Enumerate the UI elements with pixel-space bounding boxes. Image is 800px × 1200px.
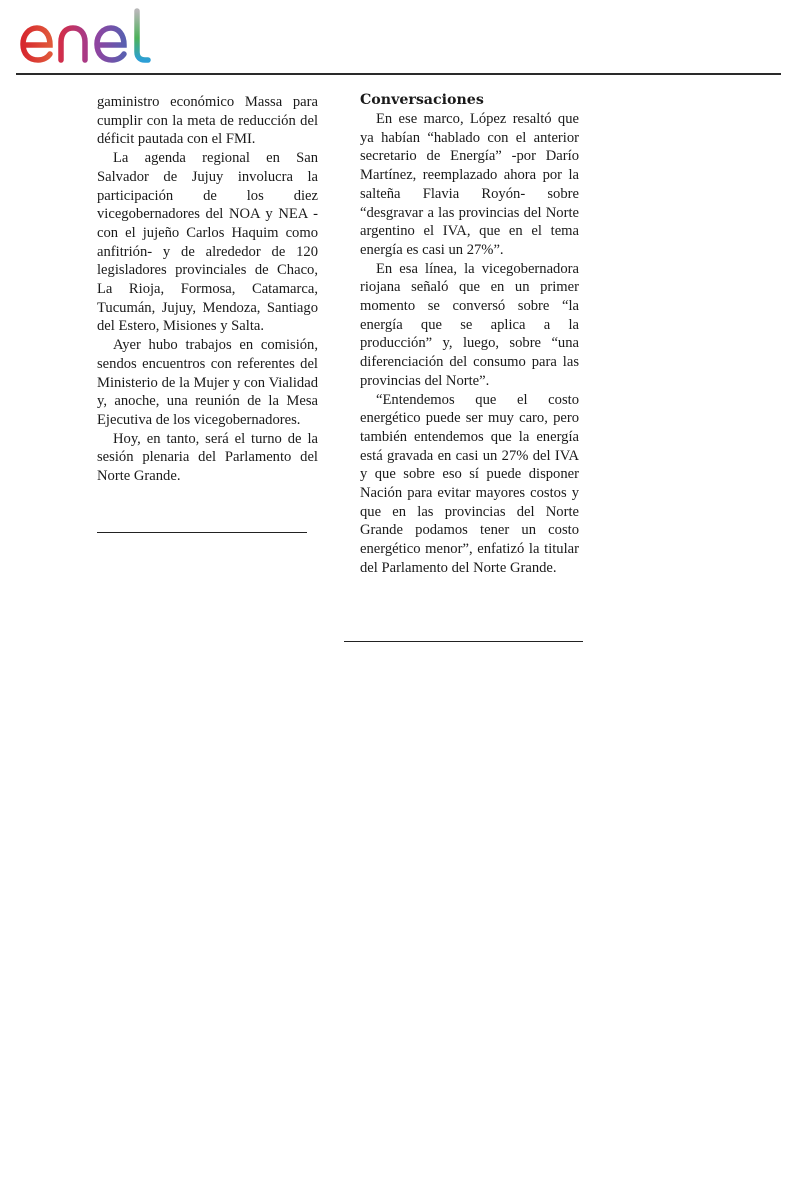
article-column-left: [97, 93, 318, 486]
paragraph: Hoy, en tanto, será el turno de la sesión plenaria del Parlamento del Norte Grande.: [97, 430, 318, 485]
article-column-right: [360, 91, 579, 578]
paragraph: Ayer hubo trabajos en comisión, sendos encuentros con referentes del Ministerio de la Mujer y con Vialidad y, anoche, una reunión de la Mesa Ejecutiva de los vicegobernadores.: [97, 337, 318, 428]
paragraph: gaministro económico Massa para cumplir con la meta de reducción del déficit pautada con el FMI.: [97, 94, 318, 148]
column-end-rule-right: [344, 641, 583, 642]
paragraph: En esa línea, la vicegobernadora riojana señaló que en un primer momento se conversó sobre “la energía que se aplica a la producción” y, luego, sobre “una diferenciación del consumo para las provincias del Norte”.: [360, 260, 579, 389]
logo-letter-n: [61, 28, 85, 60]
header-rule: [16, 73, 781, 75]
subheading: Conversaciones: [360, 92, 484, 108]
logo-letter-e2: [97, 28, 124, 60]
logo-letter-l: [137, 11, 148, 60]
enel-logo: [17, 8, 169, 66]
logo-letter-e1: [23, 28, 50, 60]
paragraph: “Entendemos que el costo energético puede ser muy caro, pero también entendemos que la energía está gravada en casi un 27% del IVA y que sobre eso sí puede disponer Nación para evitar mayores costos y que en las provincias del Norte Grande podamos tener un costo energético menor”, enfatizó la titular del Parlamento del Norte Grande.: [360, 391, 579, 576]
paragraph: La agenda regional en San Salvador de Jujuy involucra la participación de los diez vicegobernadores del NOA y NEA -con el jujeño Carlos Haquim como anfitrión- y de alrededor de 120 legisladores provinciales de Chaco, La Rioja, Formosa, Catamarca, Tucumán, Jujuy, Mendoza, Santiago del Estero, Misiones y Salta.: [97, 150, 318, 335]
column-end-rule-left: [97, 532, 307, 533]
paragraph: En ese marco, López resaltó que ya habían “hablado con el anterior secretario de Energía” -por Darío Martínez, reemplazado ahora por la salteña Flavia Royón- sobre “desgravar a las provincias del Norte argentino el IVA, que en el tema energía es casi un 27%”.: [360, 111, 579, 258]
